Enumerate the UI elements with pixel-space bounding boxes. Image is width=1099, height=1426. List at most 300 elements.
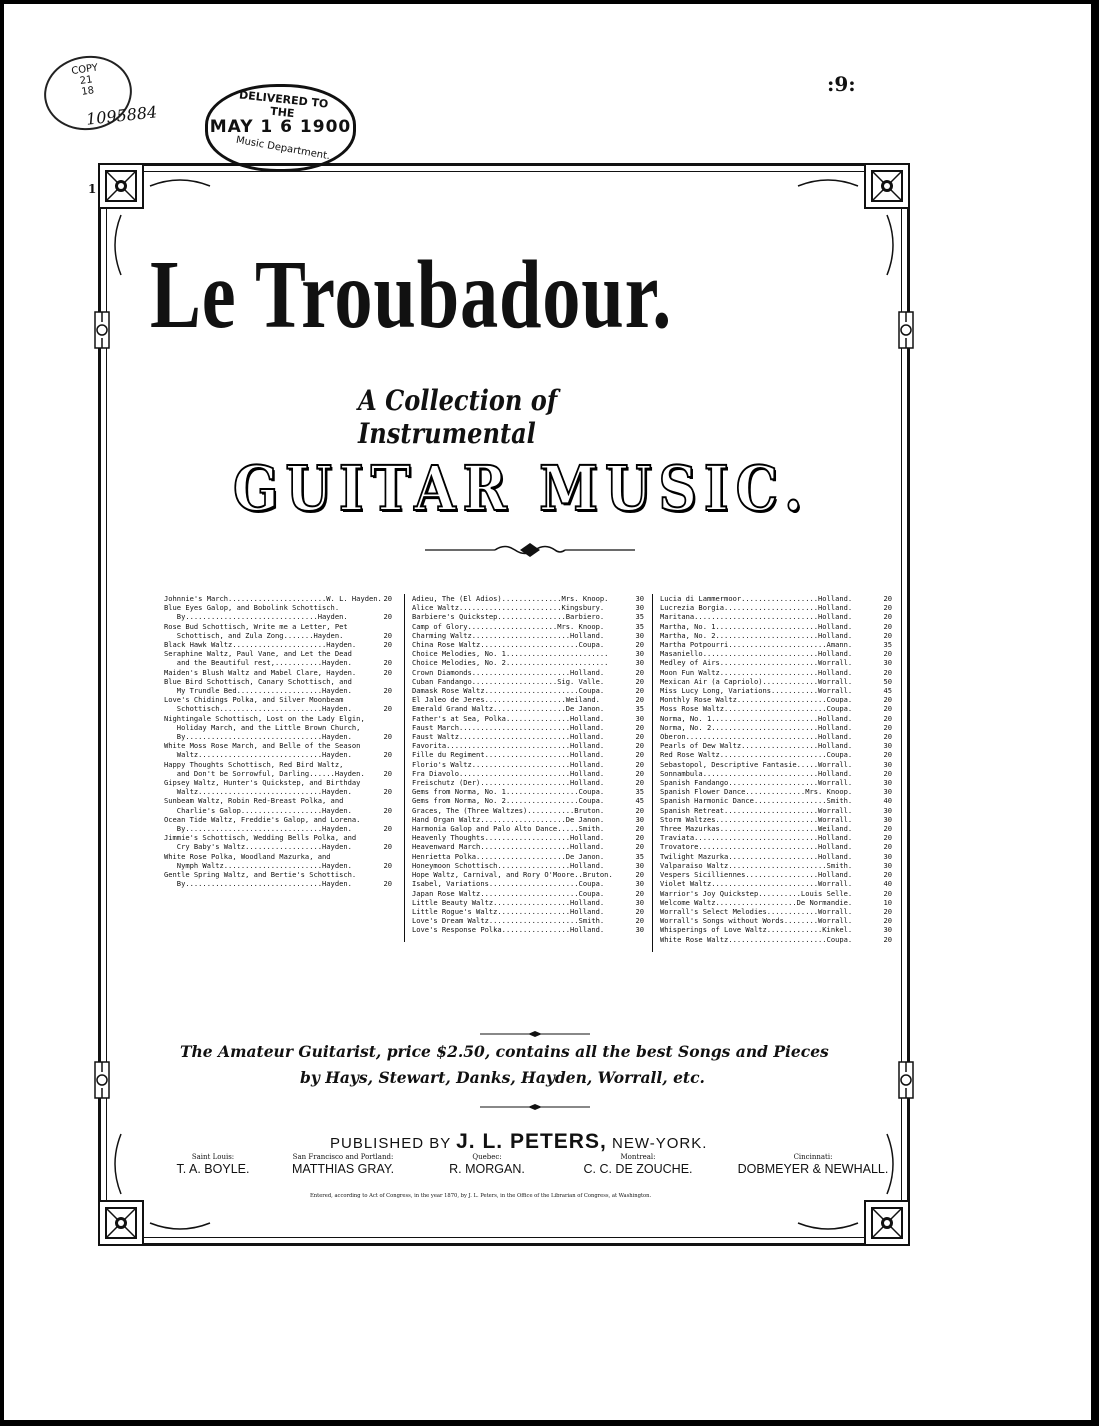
catalog-entry-title: White Moss Rose March, and Belle of the Season xyxy=(164,741,361,751)
side-ornament xyxy=(95,312,109,348)
copyright-stamp-line: COPY xyxy=(70,62,99,78)
catalog-entry xyxy=(412,686,644,695)
agent-name: MATTHIAS GRAY. xyxy=(291,1162,395,1176)
catalog-entry-price: 20 xyxy=(883,704,892,714)
catalog-entry xyxy=(660,815,892,824)
delivered-stamp-date: MAY 1 6 1900 xyxy=(209,117,352,137)
catalog-entry-title: Favorita.............................Holland. xyxy=(412,741,605,751)
catalog-entry xyxy=(660,769,892,778)
catalog-entry-price: 10 xyxy=(883,897,892,907)
catalog-entry xyxy=(660,760,892,769)
catalog-entry-title: Love's Dream Waltz.....................Smith. xyxy=(412,916,605,926)
catalog-entry xyxy=(412,870,644,879)
catalog-entry-price: 20 xyxy=(883,667,892,677)
agent-city: Montreal: xyxy=(620,1153,656,1161)
catalog-entry xyxy=(412,714,644,723)
catalog-entry xyxy=(660,889,892,898)
catalog-entry-title: Jimmie's Schottisch, Wedding Bells Polka, and xyxy=(164,833,357,843)
catalog-entry-title: Alice Waltz........................Kingsbury. xyxy=(412,603,605,613)
catalog-entry xyxy=(412,907,644,916)
catalog-entry xyxy=(412,658,644,667)
catalog-entry-price: 50 xyxy=(883,676,892,686)
catalog-entry xyxy=(660,898,892,907)
catalog-entry-price: 20 xyxy=(883,750,892,760)
catalog-entry-title: Sunbeam Waltz, Robin Red-Breast Polka, and xyxy=(164,796,344,806)
catalog-entry-title: Gems from Norma, No. 2.................Coupa. xyxy=(412,796,605,806)
catalog-entry xyxy=(660,824,892,833)
agent-block xyxy=(568,1153,708,1176)
copyright-notice: Entered, according to Act of Congress, in the year 1870, by J. L. Peters, in the Office of the Librarian of Congress, at Washington. xyxy=(310,1193,652,1199)
catalog-entry-title: Rose Bud Schottisch, Write me a Letter, Pet xyxy=(164,621,348,631)
catalog-entry xyxy=(164,631,392,640)
catalog-column-3 xyxy=(660,594,892,944)
catalog-entry xyxy=(164,612,392,621)
catalog-entry xyxy=(164,677,392,686)
corner-ornament xyxy=(99,164,143,208)
catalog-entry-title: Isabel, Variations.....................Coupa. xyxy=(412,879,605,889)
catalog-entry xyxy=(164,787,392,796)
catalog-entry-price: 20 xyxy=(635,676,644,686)
catalog-entry xyxy=(660,870,892,879)
genre-heading: GUITAR MUSIC. xyxy=(233,452,810,525)
catalog-entry-price: 45 xyxy=(883,686,892,696)
catalog-entry xyxy=(660,787,892,796)
catalog-entry-title: Graces, The (Three Waltzes)...........Bruton. xyxy=(412,805,605,815)
catalog-entry-title: Schottisch........................Hayden. xyxy=(164,704,352,714)
catalog-entry-title: Faust March..........................Holland. xyxy=(412,722,605,732)
catalog-entry-title: Sebastopol, Descriptive Fantasie.....Worrall. xyxy=(660,759,853,769)
catalog-entry xyxy=(164,870,392,879)
catalog-entry-title: Maritana.............................Holland. xyxy=(660,612,853,622)
catalog-entry-price: 20 xyxy=(883,824,892,834)
catalog-entry-price: 20 xyxy=(883,722,892,732)
catalog-entry-price: 30 xyxy=(883,658,892,668)
catalog-entry-price: 30 xyxy=(635,630,644,640)
catalog-entry xyxy=(660,723,892,732)
catalog-entry-title: Gentle Spring Waltz, and Bertie's Schottisch. xyxy=(164,870,357,880)
catalog-entry-title: Pearls of Dew Waltz..................Holland. xyxy=(660,741,853,751)
page-title: Le Troubadour. xyxy=(150,241,673,349)
catalog-entry-title: Little Beauty Waltz..................Holland. xyxy=(412,897,605,907)
catalog-entry xyxy=(660,925,892,934)
divider-rule xyxy=(480,1103,590,1111)
catalog-entry-price: 30 xyxy=(883,814,892,824)
catalog-entry-price: 30 xyxy=(883,805,892,815)
catalog-entry-title: Hand Organ Waltz....................De Janon. xyxy=(412,814,605,824)
side-ornament xyxy=(899,1062,913,1098)
catalog-entry-price: 20 xyxy=(883,603,892,613)
catalog-entry-title: Gipsey Waltz, Hunter's Quickstep, and Birthday xyxy=(164,778,361,788)
catalog-entry-title: Red Rose Waltz.........................Coupa. xyxy=(660,750,853,760)
catalog-entry xyxy=(164,824,392,833)
catalog-entry xyxy=(412,677,644,686)
catalog-entry-title: and the Beautiful rest,...........Hayden. xyxy=(164,658,352,668)
catalog-entry xyxy=(412,612,644,621)
catalog-entry-title: Waltz.............................Hayden. xyxy=(164,750,352,760)
publisher-name: J. L. PETERS, xyxy=(456,1130,607,1153)
catalog-entry-price: 20 xyxy=(883,833,892,843)
catalog-entry-price: 20 xyxy=(635,732,644,742)
catalog-entry xyxy=(412,750,644,759)
side-mark: 1 xyxy=(88,182,97,196)
column-rule xyxy=(652,594,653,952)
catalog-entry-title: Seraphine Waltz, Paul Vane, and Let the Dead xyxy=(164,649,352,659)
catalog-entry-title: Cry Baby's Waltz..................Hayden. xyxy=(164,842,352,852)
catalog-entry-title: Cuban Fandango....................Sig. Valle. xyxy=(412,676,605,686)
catalog-entry-price: 20 xyxy=(635,778,644,788)
catalog-entry-title: Lucrezia Borgia......................Holland. xyxy=(660,603,853,613)
catalog-entry-price: 20 xyxy=(883,906,892,916)
agent-name: DOBMEYER & NEWHALL. xyxy=(737,1162,889,1176)
catalog-entry-price: 20 xyxy=(883,630,892,640)
catalog-entry-price: 20 xyxy=(883,695,892,705)
catalog-entry-title: Whisperings of Love Waltz.............Kinkel. xyxy=(660,925,853,935)
catalog-entry xyxy=(412,889,644,898)
catalog-entry-title: Oberon...............................Holland. xyxy=(660,732,853,742)
agent-city: Cincinnati: xyxy=(793,1153,833,1161)
catalog-entry xyxy=(412,796,644,805)
agent-city: Saint Louis: xyxy=(191,1153,235,1161)
catalog-entry-title: By................................Hayden. xyxy=(164,732,352,742)
catalog-entry xyxy=(660,631,892,640)
catalog-entry-price: 20 xyxy=(635,916,644,926)
catalog-entry-title: Valparaiso Waltz.......................Smith. xyxy=(660,860,853,870)
catalog-entry-price: 20 xyxy=(883,621,892,631)
catalog-entry-price: 35 xyxy=(635,612,644,622)
catalog-entry-title: By...............................Hayden. xyxy=(164,612,348,622)
catalog-entry xyxy=(412,806,644,815)
agent-name: C. C. DE ZOUCHE. xyxy=(583,1162,693,1176)
catalog-entry xyxy=(164,704,392,713)
catalog-entry-title: Masaniello...........................Holland. xyxy=(660,649,853,659)
catalog-entry-price: 20 xyxy=(883,612,892,622)
catalog-entry xyxy=(660,622,892,631)
catalog-entry-title: Heavenly Thoughts....................Holland. xyxy=(412,833,605,843)
catalog-entry-title: Camp of Glory.....................Mrs. Knoop. xyxy=(412,621,605,631)
divider-ornament xyxy=(425,542,635,558)
corner-ornament xyxy=(865,164,909,208)
catalog-entry-title: Honeymoon Schottisch.................Holland. xyxy=(412,860,605,870)
catalog-entry-price: 30 xyxy=(635,814,644,824)
catalog-entry-title: Emerald Grand Waltz.................De Janon. xyxy=(412,704,605,714)
catalog-entry-title: Sonnambula...........................Holland. xyxy=(660,768,853,778)
catalog-entry xyxy=(412,760,644,769)
catalog-entry xyxy=(660,603,892,612)
copyright-stamp-line: 21 xyxy=(79,74,94,87)
catalog-entry xyxy=(164,760,392,769)
catalog-entry-price: 30 xyxy=(883,787,892,797)
catalog-entry xyxy=(164,714,392,723)
catalog-entry-price: 30 xyxy=(635,860,644,870)
registration-number: 1095884 xyxy=(85,102,159,129)
catalog-entry xyxy=(164,861,392,870)
catalog-entry-title: By................................Hayden. xyxy=(164,824,352,834)
catalog-entry-title: Storm Waltzes........................Worrall. xyxy=(660,814,853,824)
catalog-entry-price: 35 xyxy=(635,621,644,631)
catalog-entry xyxy=(164,594,392,603)
catalog-entry-price: 20 xyxy=(635,695,644,705)
catalog-entry-title: Traviata.............................Holland. xyxy=(660,833,853,843)
catalog-entry-price: 20 xyxy=(383,667,392,677)
catalog-entry-price: 20 xyxy=(383,860,392,870)
catalog-entry-title: Charming Waltz.......................Holland. xyxy=(412,630,605,640)
catalog-entry xyxy=(164,796,392,805)
catalog-entry-price: 40 xyxy=(883,879,892,889)
catalog-entry-title: Choice Melodies, No. 1........................ xyxy=(412,649,609,659)
catalog-entry-title: Crown Diamonds.......................Holland. xyxy=(412,667,605,677)
catalog-entry-price: 20 xyxy=(383,879,392,889)
catalog-entry xyxy=(164,658,392,667)
catalog-entry-price: 35 xyxy=(635,851,644,861)
catalog-entry-price: 30 xyxy=(883,851,892,861)
catalog-entry-price: 20 xyxy=(883,888,892,898)
catalog-entry-price: 30 xyxy=(883,759,892,769)
catalog-entry-title: White Rose Waltz.......................Coupa. xyxy=(660,934,853,944)
catalog-entry-price: 20 xyxy=(635,722,644,732)
catalog-entry-title: Faust Waltz..........................Holland. xyxy=(412,732,605,742)
catalog-entry-price: 20 xyxy=(383,704,392,714)
catalog-entry-price: 20 xyxy=(883,713,892,723)
advertisement-line: The Amateur Guitarist, price $2.50, contains all the best Songs and Pieces xyxy=(180,1042,829,1061)
catalog-entry xyxy=(660,686,892,695)
corner-ornament xyxy=(865,1201,909,1245)
catalog-entry-title: Gems from Norma, No. 1.................Coupa. xyxy=(412,787,605,797)
catalog-entry-title: and Don't be Sorrowful, Darling......Hayden. xyxy=(164,768,365,778)
catalog-entry xyxy=(164,732,392,741)
catalog-entry-price: 20 xyxy=(635,768,644,778)
catalog-entry-title: Johnnie's March.......................W. L. Hayden. xyxy=(164,594,382,603)
agent-block xyxy=(158,1153,268,1176)
catalog-entry xyxy=(660,935,892,944)
catalog-entry-price: 20 xyxy=(635,750,644,760)
catalog-entry-price: 45 xyxy=(635,796,644,806)
catalog-entry-title: Little Rogue's Waltz.................Holland. xyxy=(412,906,605,916)
catalog-entry xyxy=(412,640,644,649)
catalog-entry-price: 30 xyxy=(883,778,892,788)
catalog-entry-title: Adieu, The (El Adios)..............Mrs. Knoop. xyxy=(412,594,609,603)
catalog-entry xyxy=(660,879,892,888)
catalog-entry xyxy=(660,695,892,704)
catalog-entry-title: Norma, No. 2.........................Holland. xyxy=(660,722,853,732)
catalog-entry-title: Worrall's Songs without Words........Worrall. xyxy=(660,916,853,926)
catalog-entry-title: Hope Waltz, Carnival, and Rory O'Moore..Bruton. xyxy=(412,870,613,880)
agent-name: T. A. BOYLE. xyxy=(176,1162,250,1176)
catalog-entry-title: Spanish Fandango.....................Worrall. xyxy=(660,778,853,788)
catalog-entry xyxy=(164,723,392,732)
catalog-entry xyxy=(412,668,644,677)
catalog-entry-title: Holiday March, and the Little Brown Church, xyxy=(164,722,361,732)
catalog-entry xyxy=(412,852,644,861)
catalog-entry-price: 20 xyxy=(383,630,392,640)
catalog-entry-price: 20 xyxy=(883,934,892,944)
catalog-entry xyxy=(164,603,392,612)
catalog-entry-price: 20 xyxy=(383,824,392,834)
catalog-entry-title: Nymph Waltz.......................Hayden. xyxy=(164,860,352,870)
publisher-city: NEW-YORK. xyxy=(611,1135,708,1152)
corner-mark: :9: xyxy=(827,72,856,96)
catalog-entry xyxy=(412,824,644,833)
catalog-entry xyxy=(660,612,892,621)
catalog-entry xyxy=(164,806,392,815)
catalog-entry-title: Florio's Waltz.......................Holland. xyxy=(412,759,605,769)
catalog-entry-title: Warrior's Joy Quickstep..........Louis Selle. xyxy=(660,888,853,898)
catalog-entry xyxy=(412,898,644,907)
publisher-prefix: PUBLISHED BY xyxy=(330,1135,451,1152)
catalog-entry-title: Martha, No. 2........................Holland. xyxy=(660,630,853,640)
catalog-entry xyxy=(412,723,644,732)
catalog-entry-price: 20 xyxy=(635,906,644,916)
catalog-entry xyxy=(660,916,892,925)
catalog-entry-price: 30 xyxy=(635,713,644,723)
agent-name: R. MORGAN. xyxy=(449,1162,525,1176)
catalog-entry xyxy=(164,750,392,759)
catalog-entry xyxy=(660,714,892,723)
agent-block xyxy=(728,1153,898,1176)
catalog-entry-price: 20 xyxy=(883,842,892,852)
catalog-entry xyxy=(412,833,644,842)
catalog-entry xyxy=(412,704,644,713)
catalog-entry-title: Henrietta Polka.....................De Janon. xyxy=(412,851,605,861)
catalog-entry xyxy=(164,842,392,851)
catalog-entry-price: 30 xyxy=(883,925,892,935)
catalog-entry-title: Freischutz (Der).....................Holland. xyxy=(412,778,605,788)
catalog-entry-title: Japan Rose Waltz.......................Coupa. xyxy=(412,888,605,898)
side-ornament xyxy=(95,1062,109,1098)
catalog-entry-title: Twilight Mazurka.....................Holland. xyxy=(660,851,853,861)
catalog-entry-title: Spanish Harmonic Dance.................Smith. xyxy=(660,796,853,806)
catalog-entry-title: Choice Melodies, No. 2........................ xyxy=(412,658,609,668)
catalog-entry xyxy=(412,778,644,787)
catalog-entry-title: Harmonia Galop and Palo Alto Dance.....Smith. xyxy=(412,824,605,834)
catalog-entry-price: 20 xyxy=(635,824,644,834)
catalog-entry-price: 30 xyxy=(635,925,644,935)
subtitle: A Collection of Instrumental xyxy=(358,384,558,450)
catalog-entry-title: My Trundle Bed....................Hayden. xyxy=(164,686,352,696)
catalog-entry-title: Martha, No. 1........................Holland. xyxy=(660,621,853,631)
catalog-entry-price: 20 xyxy=(383,768,392,778)
catalog-entry xyxy=(660,658,892,667)
catalog-entry xyxy=(412,622,644,631)
delivered-stamp-top: DELIVERED TO THE xyxy=(238,88,329,121)
catalog-entry xyxy=(164,695,392,704)
catalog-entry-price: 30 xyxy=(635,897,644,907)
catalog-entry-price: 20 xyxy=(883,916,892,926)
catalog-column-2 xyxy=(412,594,644,935)
catalog-entry-title: China Rose Waltz.......................Coupa. xyxy=(412,640,605,650)
catalog-entry-price: 20 xyxy=(383,658,392,668)
catalog-entry-title: Blue Bird Schottisch, Canary Schottisch, and xyxy=(164,676,352,686)
catalog-entry-title: Barbiere's Quickstep................Barbiero. xyxy=(412,612,605,622)
catalog-entry xyxy=(412,861,644,870)
catalog-entry xyxy=(164,852,392,861)
catalog-entry-price: 30 xyxy=(635,658,644,668)
catalog-entry-title: El Jaleo de Jeres...................Weiland. xyxy=(412,695,600,705)
column-rule xyxy=(404,594,405,942)
catalog-entry xyxy=(412,695,644,704)
catalog-entry-title: By................................Hayden. xyxy=(164,879,352,889)
catalog-entry-title: Damask Rose Waltz......................Coupa. xyxy=(412,686,605,696)
catalog-entry-price: 20 xyxy=(383,594,392,603)
catalog-entry-price: 40 xyxy=(883,796,892,806)
catalog-entry xyxy=(660,668,892,677)
catalog-entry-title: White Rose Polka, Woodland Mazurka, and xyxy=(164,851,331,861)
catalog-entry xyxy=(412,925,644,934)
catalog-entry xyxy=(660,741,892,750)
catalog-entry-price: 20 xyxy=(883,768,892,778)
catalog-entry xyxy=(660,861,892,870)
catalog-entry-title: Spanish Flower Dance..............Mrs. Knoop. xyxy=(660,787,853,797)
catalog-entry xyxy=(660,852,892,861)
catalog-entry-price: 35 xyxy=(635,704,644,714)
catalog-entry-price: 20 xyxy=(635,870,644,880)
catalog-entry-price: 20 xyxy=(635,667,644,677)
catalog-entry xyxy=(164,833,392,842)
catalog-entry-price: 20 xyxy=(635,833,644,843)
catalog-entry-title: Mexican Air (a Capriolo).............Worrall. xyxy=(660,676,853,686)
catalog-entry xyxy=(660,833,892,842)
catalog-entry xyxy=(412,916,644,925)
catalog-entry-price: 20 xyxy=(635,686,644,696)
catalog-entry xyxy=(660,649,892,658)
catalog-entry-title: Worrall's Select Melodies............Worrall. xyxy=(660,906,853,916)
catalog-entry-title: Spanish Retreat......................Worrall. xyxy=(660,805,853,815)
agent-city: San Francisco and Portland: xyxy=(292,1153,394,1161)
catalog-entry-title: Black Hawk Waltz......................Hayden. xyxy=(164,640,357,650)
catalog-entry xyxy=(660,806,892,815)
catalog-entry-title: Moon Fun Waltz.......................Holland. xyxy=(660,667,853,677)
catalog-entry-price: 35 xyxy=(883,640,892,650)
catalog-entry-title: Fra Diavolo..........................Holland. xyxy=(412,768,605,778)
catalog-entry-title: Vespers Sicilliennes.................Holland. xyxy=(660,870,853,880)
catalog-entry xyxy=(164,741,392,750)
catalog-entry-price: 30 xyxy=(635,603,644,613)
catalog-entry xyxy=(164,649,392,658)
publisher-line xyxy=(330,1130,750,1154)
catalog-entry-title: Fille du Regiment....................Holland. xyxy=(412,750,605,760)
catalog-entry-price: 20 xyxy=(635,759,644,769)
catalog-entry-title: Medley of Airs.......................Worrall. xyxy=(660,658,853,668)
catalog-entry-price: 30 xyxy=(635,879,644,889)
catalog-entry-title: Happy Thoughts Schottisch, Red Bird Waltz, xyxy=(164,759,344,769)
catalog-entry xyxy=(164,879,392,888)
catalog-entry-title: Norma, No. 1.........................Holland. xyxy=(660,713,853,723)
catalog-entry xyxy=(660,732,892,741)
catalog-entry xyxy=(164,640,392,649)
catalog-entry xyxy=(660,907,892,916)
catalog-entry-price: 20 xyxy=(383,805,392,815)
catalog-entry xyxy=(164,769,392,778)
catalog-entry xyxy=(164,815,392,824)
catalog-entry-title: Trovatore............................Holland. xyxy=(660,842,853,852)
catalog-entry-title: Moss Rose Waltz........................Coupa. xyxy=(660,704,853,714)
catalog-entry-title: Love's Chidings Polka, and Silver Moonbeam xyxy=(164,695,344,705)
agent-block xyxy=(278,1153,408,1176)
catalog-entry-title: Miss Lucy Long, Variations...........Worrall. xyxy=(660,686,853,696)
catalog-entry-price: 20 xyxy=(883,594,892,603)
catalog-entry-price: 20 xyxy=(883,870,892,880)
catalog-entry-price: 30 xyxy=(635,649,644,659)
catalog-column-1 xyxy=(164,594,392,889)
catalog-entry-title: Three Mazurkas.......................Weiland. xyxy=(660,824,853,834)
catalog-entry-title: Schottisch, and Zula Zong.......Hayden. xyxy=(164,630,344,640)
catalog-entry-title: Welcome Waltz...................De Normandie. xyxy=(660,897,853,907)
catalog-entry-title: Waltz.............................Hayden. xyxy=(164,787,352,797)
catalog-entry-price: 20 xyxy=(383,612,392,622)
catalog-entry-price: 20 xyxy=(383,750,392,760)
catalog-entry-price: 20 xyxy=(383,842,392,852)
catalog-entry-price: 20 xyxy=(635,888,644,898)
catalog-entry xyxy=(412,649,644,658)
